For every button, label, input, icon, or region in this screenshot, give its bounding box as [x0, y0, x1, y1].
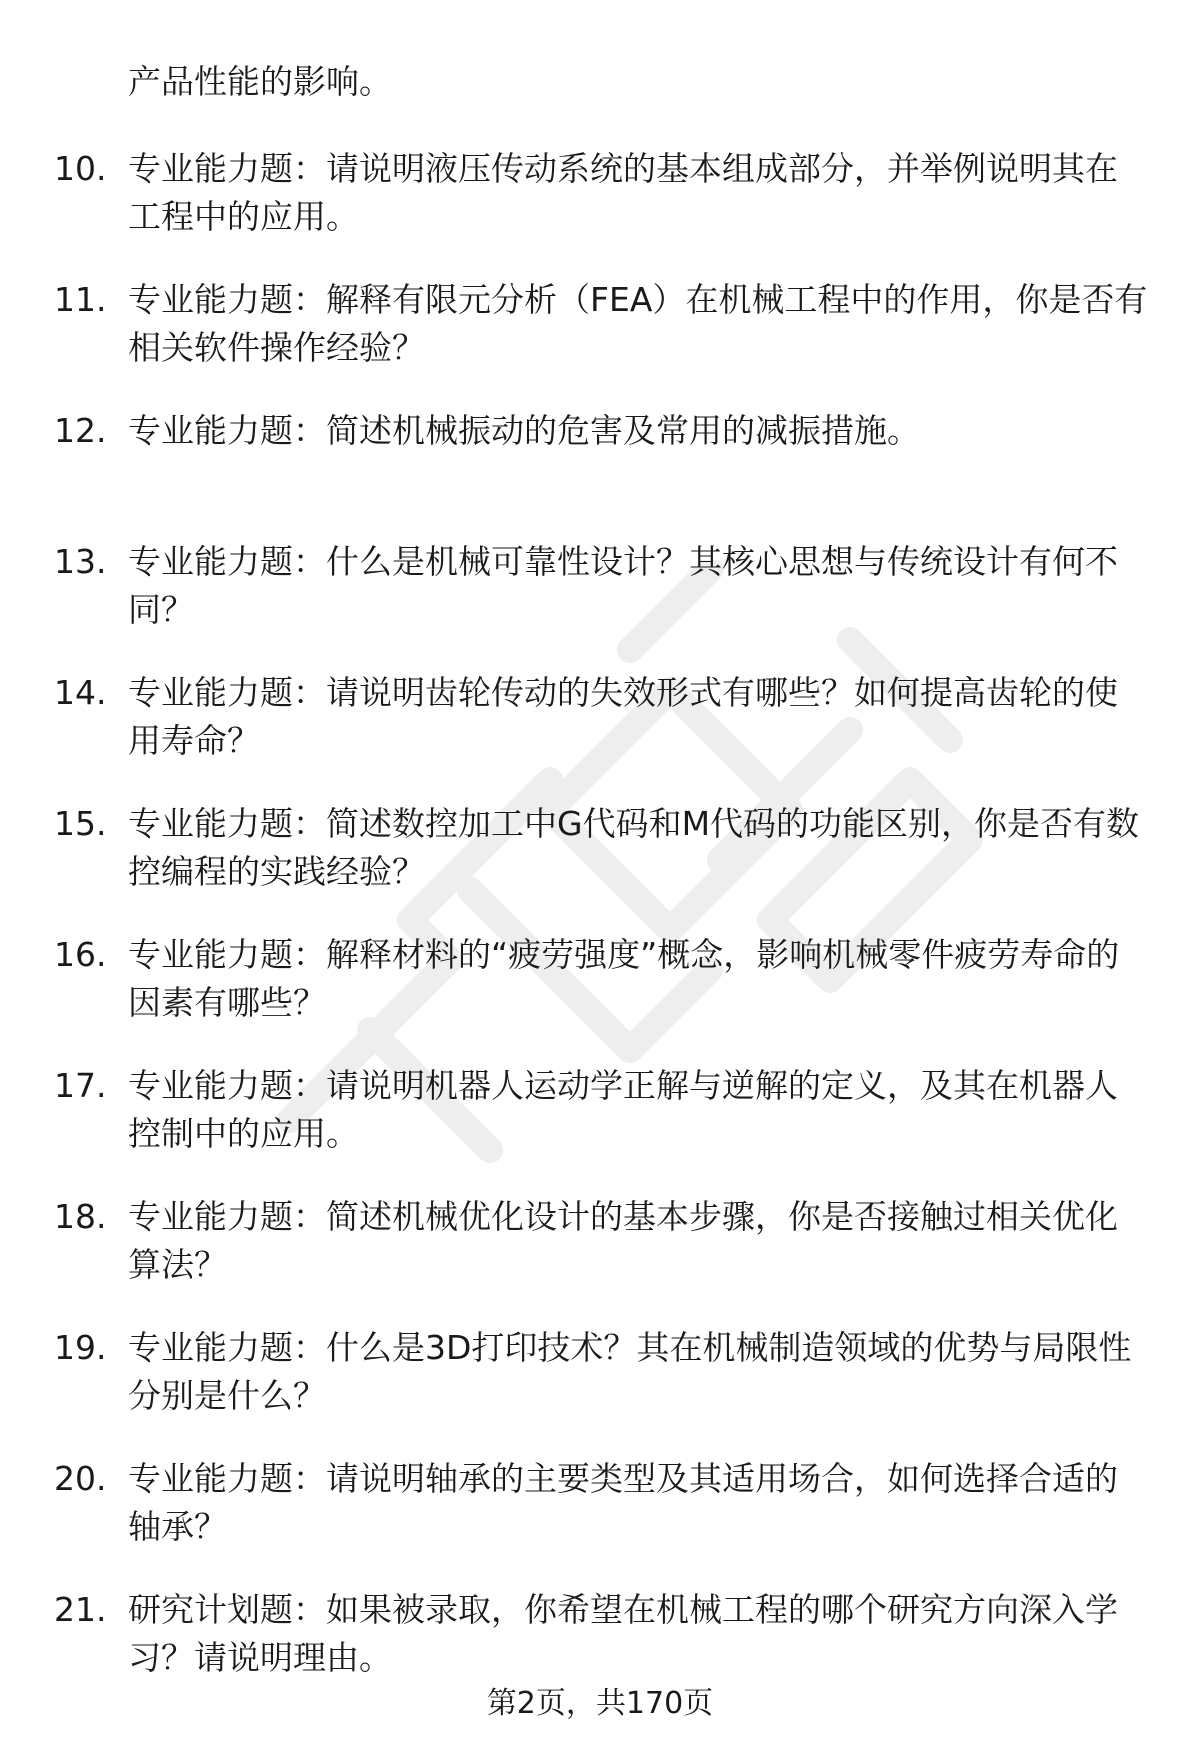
list-item [0, 1324, 1200, 1455]
question-number: 16. [54, 935, 107, 974]
question-text: 专业能力题：请说明机器人运动学正解与逆解的定义，及其在机器人控制中的应用。 [128, 1066, 1118, 1153]
list-item [0, 1062, 1200, 1193]
list-item [0, 931, 1200, 1062]
question-text: 专业能力题：简述数控加工中G代码和M代码的功能区别，你是否有数控编程的实践经验？ [128, 804, 1140, 891]
question-text: 专业能力题：解释有限元分析（FEA）在机械工程中的作用，你是否有相关软件操作经验？ [128, 280, 1148, 367]
list-item [0, 538, 1200, 669]
question-number: 15. [54, 804, 107, 843]
list-item [0, 669, 1200, 800]
question-text: 专业能力题：请说明液压传动系统的基本组成部分，并举例说明其在工程中的应用。 [128, 149, 1118, 236]
question-text: 专业能力题：解释材料的“疲劳强度”概念，影响机械零件疲劳寿命的因素有哪些？ [128, 935, 1120, 1022]
question-number: 14. [54, 673, 107, 712]
question-number: 12. [54, 411, 107, 450]
question-number: 10. [54, 149, 107, 188]
question-list [0, 145, 1200, 1717]
question-text: 专业能力题：请说明轴承的主要类型及其适用场合，如何选择合适的轴承？ [128, 1459, 1118, 1546]
question-text: 专业能力题：简述机械振动的危害及常用的减振措施。 [128, 411, 920, 450]
question-number: 13. [54, 542, 107, 581]
list-item [0, 1455, 1200, 1586]
question-number: 21. [54, 1590, 107, 1629]
question-number: 17. [54, 1066, 107, 1105]
question-text: 专业能力题：什么是机械可靠性设计？其核心思想与传统设计有何不同？ [128, 542, 1118, 629]
continuation-text: 产品性能的影响。 [128, 62, 392, 101]
question-text: 专业能力题：什么是3D打印技术？其在机械制造领域的优势与局限性分别是什么？ [128, 1328, 1132, 1415]
list-item [0, 1193, 1200, 1324]
question-number: 19. [54, 1328, 107, 1367]
question-text: 专业能力题：请说明齿轮传动的失效形式有哪些？如何提高齿轮的使用寿命？ [128, 673, 1118, 760]
list-item [0, 407, 1200, 538]
question-number: 18. [54, 1197, 107, 1236]
question-text: 研究计划题：如果被录取，你希望在机械工程的哪个研究方向深入学习？请说明理由。 [128, 1590, 1118, 1677]
list-item [0, 800, 1200, 931]
list-item [0, 145, 1200, 276]
question-number: 20. [54, 1459, 107, 1498]
question-number: 11. [54, 280, 107, 319]
question-text: 专业能力题：简述机械优化设计的基本步骤，你是否接触过相关优化算法？ [128, 1197, 1118, 1284]
list-item [0, 276, 1200, 407]
page-number-footer: 第2页，共170页 [486, 1686, 714, 1721]
